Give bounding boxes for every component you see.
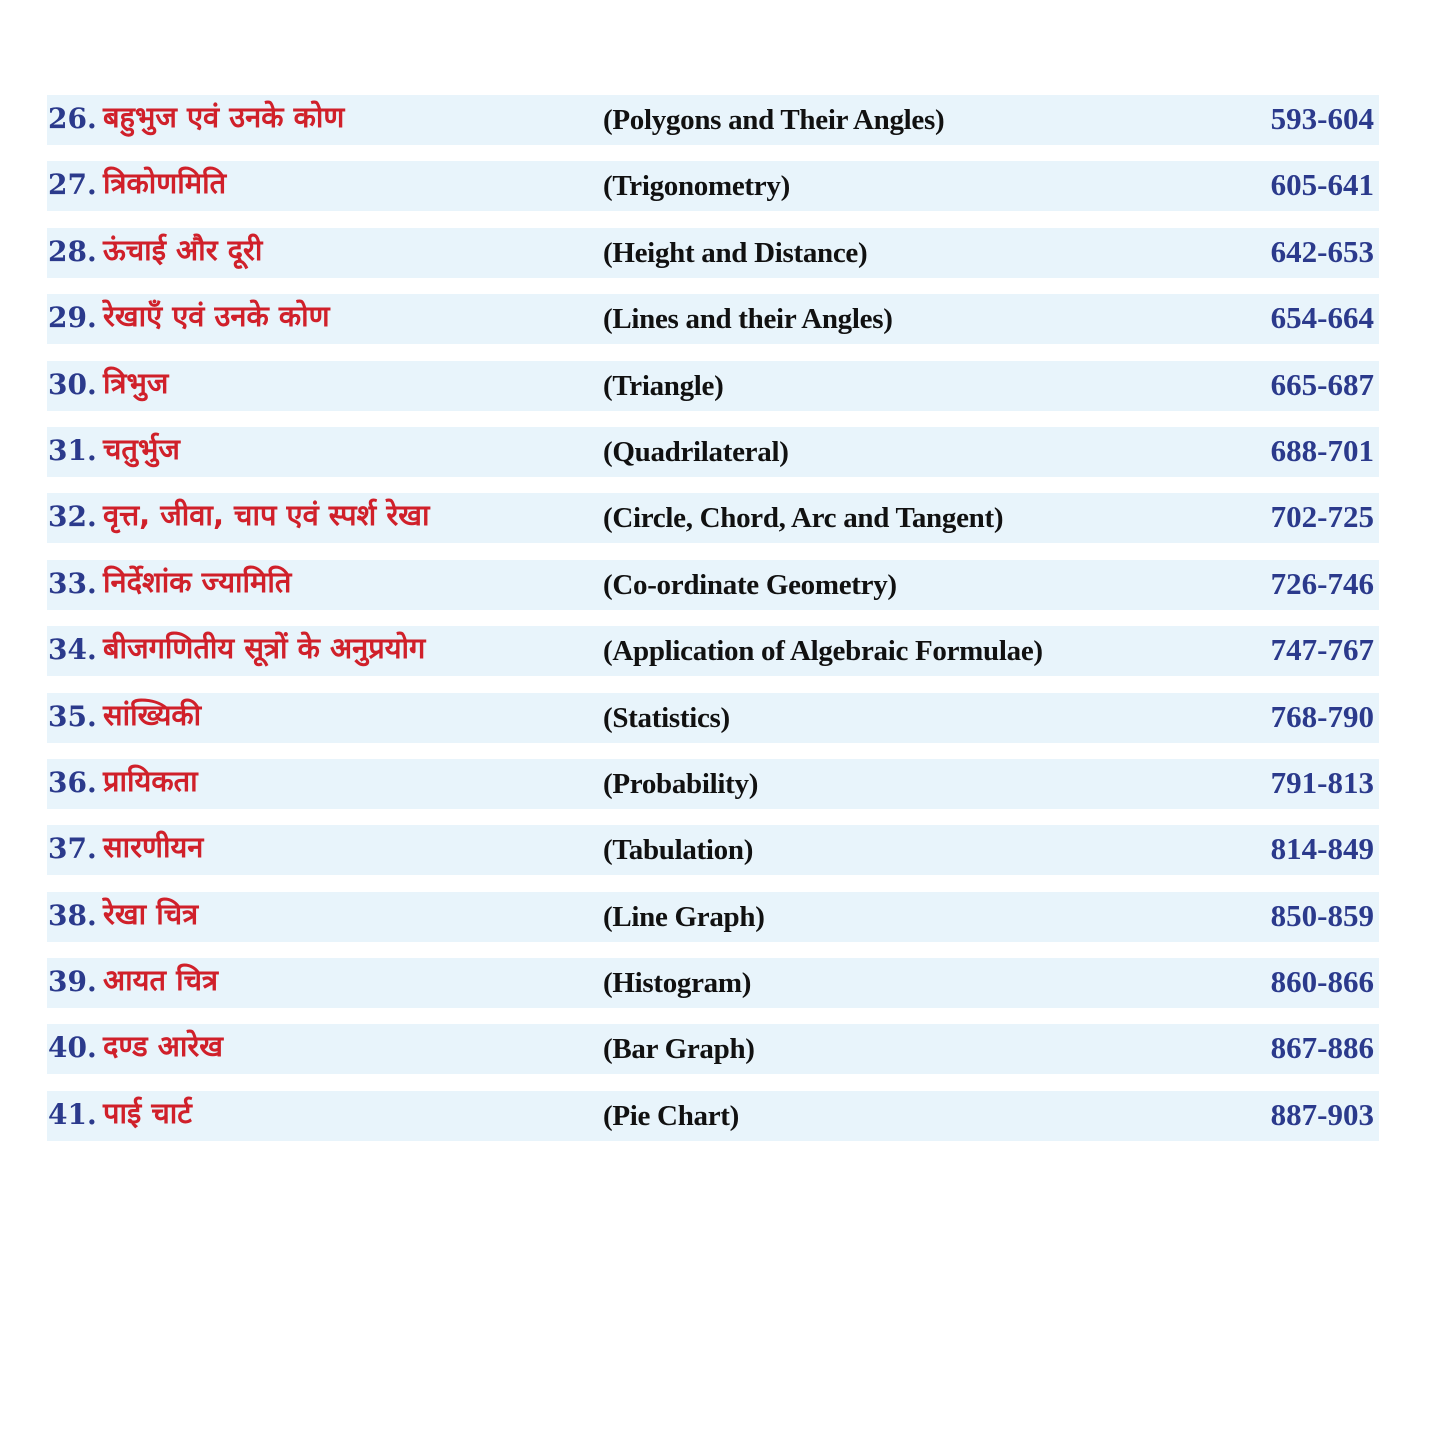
toc-row[interactable] (47, 759, 1379, 809)
chapter-title-hindi: ऊंचाई और दूरी (103, 232, 263, 267)
page-range: 860-866 (1270, 964, 1374, 1000)
toc-row[interactable] (47, 361, 1379, 411)
chapter-title-hindi: प्रायिकता (103, 763, 198, 798)
chapter-number: 33. (48, 566, 97, 600)
toc-row[interactable] (47, 95, 1379, 145)
chapter-number: 39. (48, 965, 97, 999)
chapter-title-english: (Lines and their Angles) (603, 303, 893, 336)
toc-row[interactable] (47, 693, 1379, 743)
chapter-number: 27. (48, 168, 97, 202)
chapter-title-english: (Pie Chart) (603, 1099, 740, 1132)
toc-row[interactable] (47, 825, 1379, 875)
chapter-title-english: (Histogram) (603, 967, 752, 1000)
chapter-title-english: (Height and Distance) (603, 236, 868, 269)
chapter-title-hindi: सारणीयन (103, 830, 204, 865)
toc-row[interactable] (47, 958, 1379, 1008)
chapter-title-hindi: वृत्त, जीवा, चाप एवं स्पर्श रेखा (103, 498, 430, 533)
page-range: 867-886 (1270, 1030, 1374, 1066)
chapter-title-hindi: बहुभुज एवं उनके कोण (103, 100, 345, 134)
page-range: 814-849 (1270, 831, 1374, 867)
toc-row[interactable] (47, 626, 1379, 676)
chapter-title-hindi: त्रिभुज (103, 365, 169, 400)
chapter-number: 35. (48, 699, 97, 733)
chapter-number: 26. (48, 102, 97, 135)
page-range: 605-641 (1270, 167, 1374, 203)
page-range: 726-746 (1270, 565, 1374, 601)
page-range: 768-790 (1270, 698, 1374, 734)
chapter-number: 41. (48, 1097, 97, 1131)
toc-row[interactable] (47, 294, 1379, 344)
chapter-title-english: (Polygons and Their Angles) (603, 104, 945, 136)
chapter-title-hindi: त्रिकोणमिति (103, 166, 227, 201)
chapter-title-english: (Circle, Chord, Arc and Tangent) (603, 502, 1004, 535)
toc-row[interactable] (47, 228, 1379, 278)
chapter-title-english: (Application of Algebraic Formulae) (603, 635, 1043, 668)
chapter-title-english: (Trigonometry) (603, 170, 790, 203)
page-range: 702-725 (1270, 499, 1374, 535)
page-range: 654-664 (1270, 300, 1374, 336)
chapter-title-hindi: दण्ड आरेख (103, 1029, 224, 1064)
chapter-title-english: (Tabulation) (603, 834, 754, 867)
page-range: 747-767 (1270, 632, 1374, 668)
chapter-number: 37. (48, 832, 97, 866)
chapter-title-hindi: बीजगणितीय सूत्रों के अनुप्रयोग (103, 631, 426, 666)
chapter-title-english: (Co-ordinate Geometry) (603, 568, 897, 601)
chapter-number: 34. (48, 633, 97, 667)
chapter-number: 30. (48, 367, 97, 401)
chapter-number: 32. (48, 500, 97, 534)
table-of-contents (47, 95, 1379, 1157)
chapter-number: 31. (48, 433, 97, 467)
chapter-number: 38. (48, 898, 97, 932)
toc-row[interactable] (47, 560, 1379, 610)
toc-row[interactable] (47, 493, 1379, 543)
chapter-title-hindi: आयत चित्र (103, 963, 219, 998)
chapter-number: 29. (48, 301, 97, 335)
toc-row[interactable] (47, 427, 1379, 477)
chapter-title-english: (Quadrilateral) (603, 435, 789, 468)
page-range: 791-813 (1270, 764, 1374, 800)
chapter-title-hindi: सांख्यिकी (103, 697, 202, 732)
chapter-title-english: (Triangle) (603, 369, 724, 402)
page-range: 688-701 (1270, 432, 1374, 468)
chapter-title-english: (Bar Graph) (603, 1033, 755, 1066)
chapter-title-hindi: रेखाएँ एवं उनके कोण (103, 299, 330, 334)
page-range: 665-687 (1270, 366, 1374, 402)
chapter-number: 40. (48, 1031, 97, 1065)
page-range: 642-653 (1270, 233, 1374, 269)
chapter-title-hindi: निर्देशांक ज्यामिति (103, 564, 292, 599)
chapter-number: 28. (48, 234, 97, 268)
toc-row[interactable] (47, 1091, 1379, 1141)
chapter-title-hindi: पाई चार्ट (103, 1095, 192, 1130)
chapter-title-hindi: चतुर्भुज (103, 431, 180, 466)
chapter-title-hindi: रेखा चित्र (103, 896, 199, 931)
toc-row[interactable] (47, 1024, 1379, 1074)
page-range: 850-859 (1270, 897, 1374, 933)
chapter-title-english: (Probability) (603, 767, 759, 800)
page-range: 887-903 (1270, 1096, 1374, 1132)
toc-row[interactable] (47, 892, 1379, 942)
chapter-number: 36. (48, 765, 97, 799)
page-range: 593-604 (1270, 101, 1374, 136)
toc-row[interactable] (47, 161, 1379, 211)
chapter-title-english: (Statistics) (603, 701, 730, 734)
chapter-title-english: (Line Graph) (603, 900, 765, 933)
